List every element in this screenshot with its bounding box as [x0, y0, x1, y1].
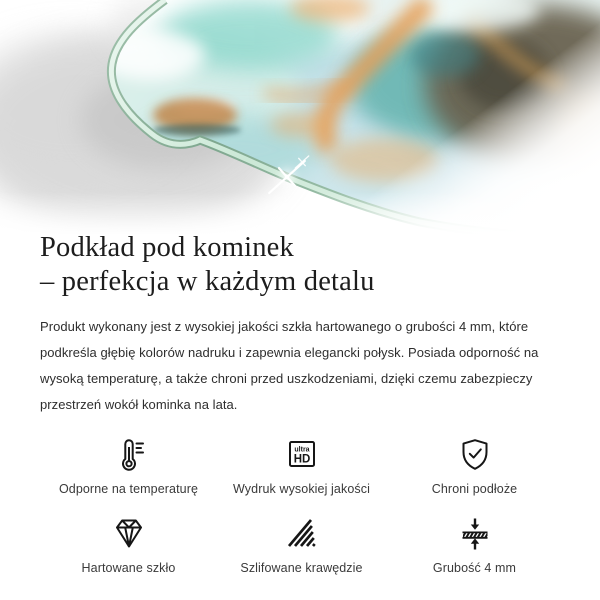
- feature-label: Odporne na temperaturę: [58, 482, 199, 496]
- thermometer-icon: [42, 431, 215, 477]
- thickness-icon: [388, 510, 561, 556]
- product-title: [40, 231, 560, 299]
- feature-label: Wydruk wysokiej jakości: [233, 482, 370, 496]
- feature-label: Grubość 4 mm: [432, 561, 517, 575]
- feature-item-print-quality: [215, 431, 388, 496]
- shield-check-icon: [388, 431, 561, 477]
- ultra-hd-icon-text-top: ultra: [293, 446, 310, 454]
- product-description: Produkt wykonany jest z wysokiej jakości szkła hartowanego o grubości 4 mm, które podkreśla głębię kolorów nadruku i zapewnia elegancki połysk. Posiada odporność na wysoką temperaturę, a także chroni przed uszkodzeniami, dzięki czemu zabezpieczy przestrzeń wokół kominka na lata.: [40, 319, 539, 412]
- features-grid: [42, 431, 561, 575]
- feature-item-protects-floor: [388, 431, 561, 496]
- product-title-line1: Podkład pod kominek: [40, 232, 294, 263]
- feature-label: Szlifowane krawędzie: [240, 561, 363, 575]
- product-info-section: [0, 231, 600, 575]
- glass-pad-artwork: [0, 0, 600, 245]
- ultra-hd-icon-text-bottom: HD: [293, 453, 310, 466]
- diamond-icon: [42, 510, 215, 556]
- feature-label: Hartowane szkło: [81, 561, 176, 575]
- product-image: [0, 0, 600, 245]
- feature-label: Chroni podłoże: [431, 482, 518, 496]
- product-title-line2: – perfekcja w każdym detalu: [40, 266, 375, 297]
- polished-edges-icon: [215, 510, 388, 556]
- ultra-hd-icon: [215, 431, 388, 477]
- feature-item-tempered-glass: [42, 510, 215, 575]
- feature-item-temperature: [42, 431, 215, 496]
- feature-item-thickness: [388, 510, 561, 575]
- feature-item-polished-edges: [215, 510, 388, 575]
